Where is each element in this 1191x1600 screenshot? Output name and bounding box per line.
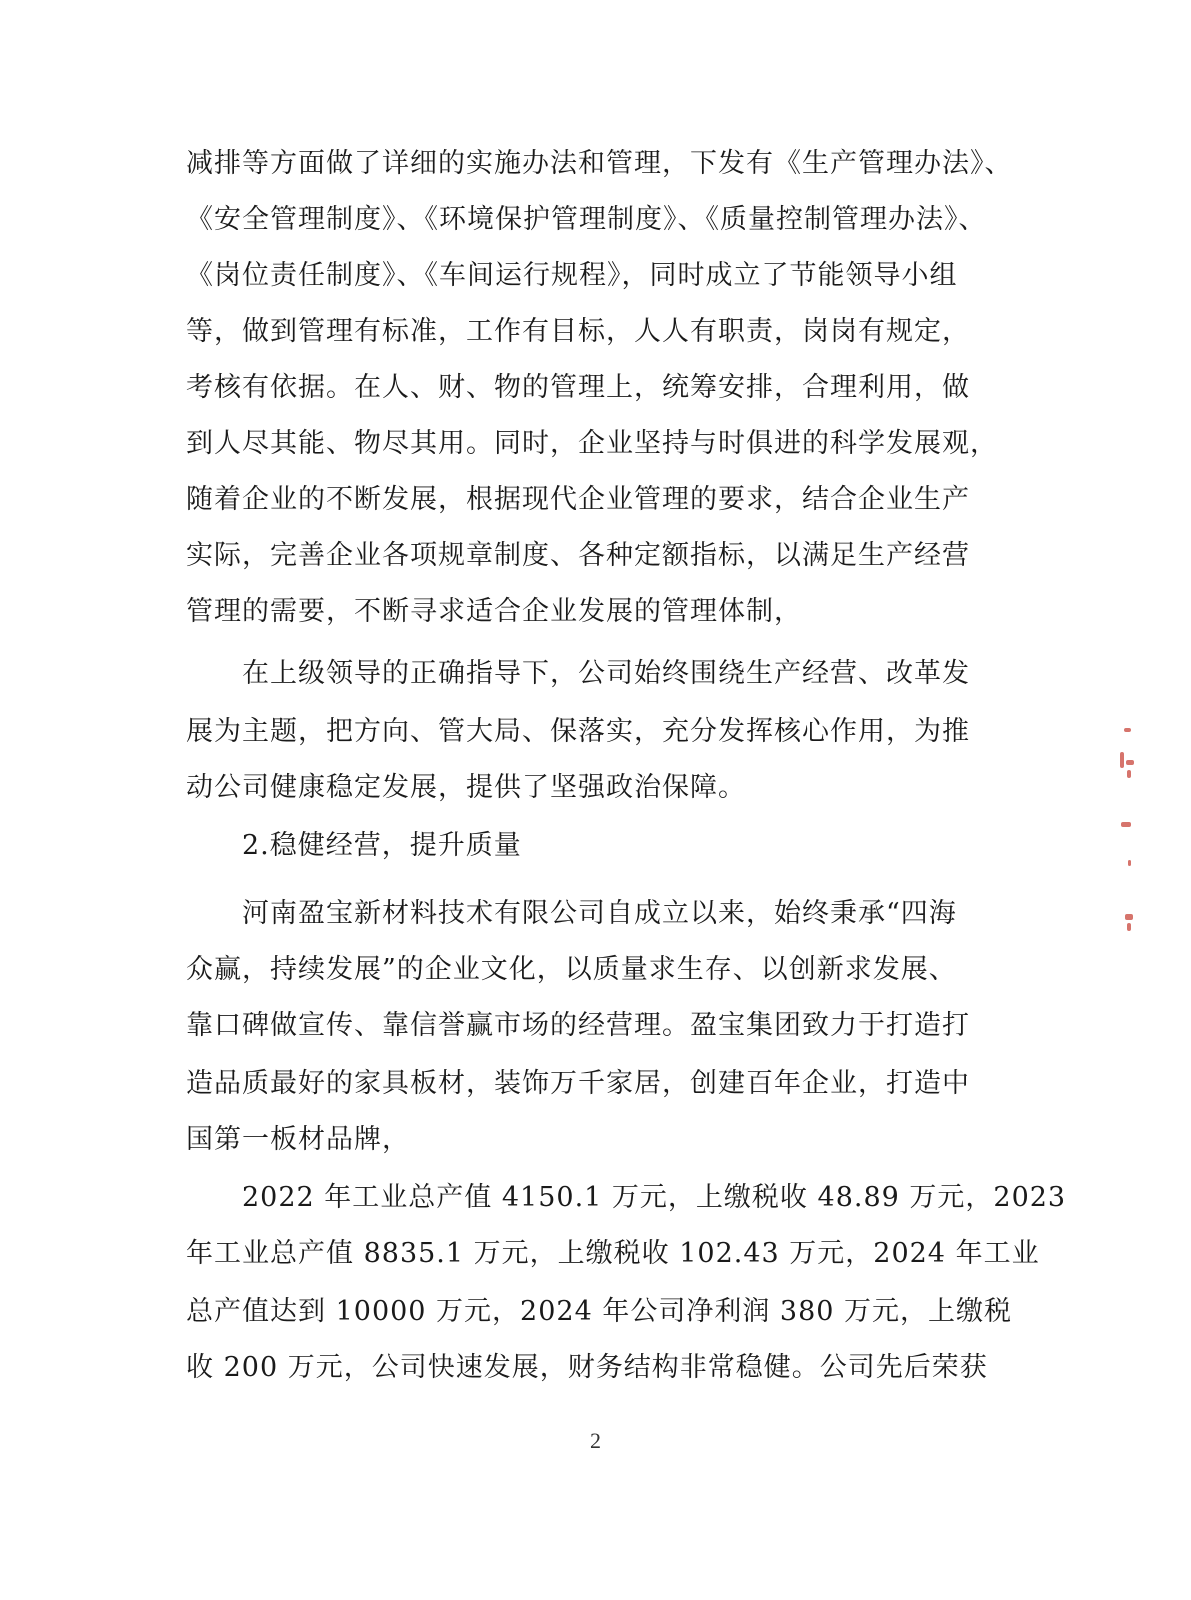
body-text-line: 动公司健康稳定发展，提供了坚强政治保障。 [186,772,746,803]
section-heading: 2.稳健经营，提升质量 [242,830,522,861]
body-text-line: 靠口碑做宣传、靠信誉赢市场的经营理。盈宝集团致力于打造打 [186,1010,970,1041]
paragraph-start-line: 河南盈宝新材料技术有限公司自成立以来，始终秉承“四海 [242,898,957,929]
paragraph-start-line: 2022 年工业总产值 4150.1 万元，上缴税收 48.89 万元，2023 [242,1182,1067,1213]
body-text-line: 年工业总产值 8835.1 万元，上缴税收 102.43 万元，2024 年工业 [186,1238,1040,1269]
body-text-line: 减排等方面做了详细的实施办法和管理，下发有《生产管理办法》、 [186,148,1013,179]
body-text-line: 考核有依据。在人、财、物的管理上，统筹安排，合理利用，做 [186,372,970,403]
body-text-line: 造品质最好的家具板材，装饰万千家居，创建百年企业，打造中 [186,1068,970,1099]
body-text-line: 实际，完善企业各项规章制度、各种定额指标，以满足生产经营 [186,540,970,571]
body-text-line: 展为主题，把方向、管大局、保落实，充分发挥核心作用，为推 [186,716,970,747]
body-text-line: 收 200 万元，公司快速发展，财务结构非常稳健。公司先后荣获 [186,1352,988,1383]
body-text-line: 《岗位责任制度》、《车间运行规程》，同时成立了节能领导小组 [186,260,958,291]
body-text-line: 总产值达到 10000 万元，2024 年公司净利润 380 万元，上缴税 [186,1296,1013,1327]
page-number: 2 [590,1428,601,1453]
body-text-line: 众赢，持续发展”的企业文化，以质量求生存、以创新求发展、 [186,954,957,985]
body-text-line: 随着企业的不断发展，根据现代企业管理的要求，结合企业生产 [186,484,970,515]
body-text-line: 《安全管理制度》、《环境保护管理制度》、《质量控制管理办法》、 [186,204,987,235]
body-text-line: 管理的需要，不断寻求适合企业发展的管理体制， [186,596,802,627]
body-text-line: 国第一板材品牌， [186,1124,410,1155]
paragraph-start-line: 在上级领导的正确指导下，公司始终围绕生产经营、改革发 [242,658,970,689]
body-text-line: 等，做到管理有标准，工作有目标，人人有职责，岗岗有规定， [186,316,970,347]
body-text-line: 到人尽其能、物尽其用。同时，企业坚持与时俱进的科学发展观， [186,428,998,459]
